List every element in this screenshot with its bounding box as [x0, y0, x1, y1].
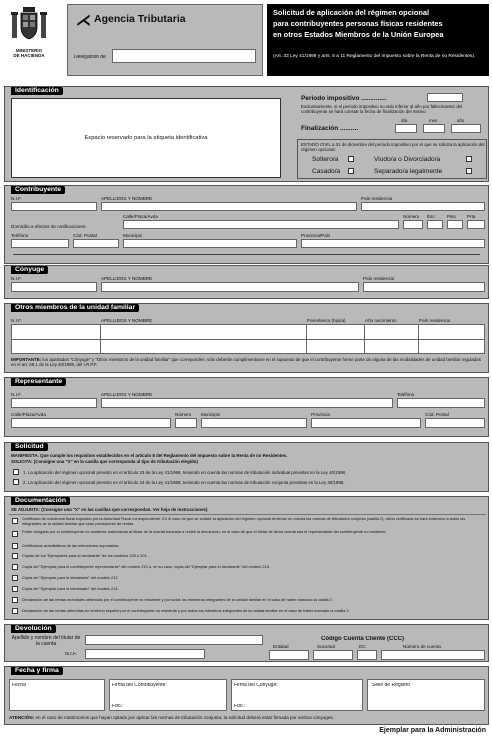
apellidos-label: APELLIDOS Y NOMBRE — [101, 196, 153, 201]
doc-checkbox-7[interactable] — [12, 586, 18, 592]
soltero-label: Soltero/a — [312, 156, 339, 163]
viudo-checkbox[interactable] — [466, 156, 472, 162]
sucursal-label: Sucursal — [317, 644, 335, 649]
estado-civil-box — [297, 139, 487, 179]
coat-of-arms-logo — [8, 6, 50, 50]
estado-civil-label: ESTADO CIVIL a 31 de diciembre del período impositivo por el que se solicita la aplicación del régimen opcional: — [301, 142, 485, 152]
section-identificacion — [4, 86, 489, 182]
doc-item-3: Certificados acreditativos de las retenciones soportadas. — [22, 543, 120, 548]
section-documentacion — [4, 496, 489, 620]
nif-field[interactable] — [11, 282, 97, 292]
piso-label: Piso — [447, 214, 456, 219]
dc-field[interactable] — [357, 650, 377, 660]
esc-field[interactable] — [427, 220, 443, 229]
cod-postal-label: Cód. Postal — [425, 412, 449, 417]
col-divider — [100, 325, 101, 353]
apellidos-field[interactable] — [101, 282, 359, 292]
fdo-label: Fdo.: — [234, 704, 246, 709]
doc-item-9: Declaración de las rentas obtenidas en territorio español por el contribuyente no residente y por todos los miembros integrantes de la unidad familiar en el caso de haber marcado la casilla 2. — [22, 608, 350, 613]
document-list — [9, 514, 486, 618]
form-subtitle: (Art. 33 Ley 41/1998 y arts. 8 a 11 Reglamento del Impuesto sobre la Renta de no Residentes). — [273, 54, 476, 59]
identification-label-area — [11, 98, 281, 178]
telefono-label: Teléfono — [11, 233, 29, 238]
provincia-field[interactable] — [311, 418, 421, 428]
finalizacion-label: Finalización .......... — [301, 125, 359, 132]
numero-cuenta-label: Número de cuenta — [403, 644, 441, 649]
agency-logo-icon: ⋌ — [76, 12, 91, 29]
calle-field[interactable] — [123, 220, 399, 229]
numero-field[interactable] — [403, 220, 423, 229]
prta-field[interactable] — [467, 220, 485, 229]
delegation-label: Delegación de — [74, 55, 106, 60]
option-1-checkbox[interactable] — [13, 469, 19, 475]
municipio-label: Municipio — [123, 233, 143, 238]
pais-field[interactable] — [363, 282, 485, 292]
provincia-label: Provincia — [311, 412, 330, 417]
provincia-label: Provincia/País — [301, 233, 331, 238]
atencion-text: en el caso de matrimonios que hayan optado por aplicar las normas de tributación conjunta, la solicitud deberá estar firmada por ambos cónyuges. — [35, 715, 334, 720]
periodo-label: Periodo impositivo .............. — [301, 95, 387, 102]
manifiesta-text: MANIFIESTA: Que cumple los requisitos establecidos en el artículo 8 del Reglamento del Impuesto sobre la Renta de no Residentes. — [11, 453, 288, 458]
dc-label: DC — [359, 644, 366, 649]
form-title-box — [267, 4, 489, 76]
ano-nacimiento-label: Año nacimiento — [365, 318, 397, 323]
telefono-field[interactable] — [397, 398, 485, 408]
firma-contribuyente-label: Firma del Contribuyente: — [112, 683, 167, 688]
telefono-label: Teléfono — [397, 392, 415, 397]
sello-registro-label: Sello de Registro — [372, 683, 411, 688]
importante-text: los apartados "Cónyuge" y "Otros miembros de la unidad familiar" que correponden, sólo deberán cumplimentarse en el supuesto de que el contribuyente forme parte de alguna de las modalidades de unidad familiar reguladas en el art. 68.1 de la Ley 40/1998, del I.R.P.F. — [11, 357, 481, 367]
finalizacion-month-field[interactable] — [423, 124, 445, 133]
parentesco-label: Parentesco (hijo/a) — [307, 318, 346, 323]
option-2-text: 2. La aplicación del régimen opcional previsto en el artículo 33 de la Ley 41/1998, teniendo en cuenta las normas de tributación conjunta previstas en la Ley 40/1998. — [23, 480, 345, 485]
fdo-label: Fdo.: — [112, 704, 124, 709]
nif-field[interactable] — [11, 202, 97, 211]
domicilio-label: Domicilio a efectos de notificaciones: — [11, 224, 87, 229]
section-solicitud — [4, 442, 489, 492]
nif-label: N.I.F. — [11, 196, 22, 201]
row-divider — [12, 339, 484, 340]
municipio-field[interactable] — [201, 418, 307, 428]
footer-copy-label: Ejemplar para la Administración — [379, 727, 486, 734]
doc-checkbox-8[interactable] — [12, 597, 18, 603]
section-representante — [4, 377, 489, 437]
form-title-line-2: para contribuyentes personas físicas residentes — [273, 19, 443, 28]
col-divider — [364, 325, 365, 353]
nif-label: N.I.F. — [65, 652, 78, 657]
piso-field[interactable] — [447, 220, 463, 229]
sello-registro-field — [367, 679, 485, 711]
fecha-field[interactable] — [9, 679, 105, 711]
separado-label: Separado/a legalmente — [374, 168, 443, 175]
viudo-label: Viudo/a o Divorciado/a — [374, 156, 441, 163]
doc-checkbox-9[interactable] — [12, 608, 18, 614]
fecha-label: Fecha — [12, 683, 26, 688]
titular-field[interactable] — [85, 635, 263, 645]
day-label: día — [401, 118, 408, 123]
section-title: Solicitud — [11, 443, 48, 451]
doc-item-4: Copias de los "Ejemplares para el declarante" de los modelos 200 ó 201. — [22, 553, 148, 558]
section-title: Representante — [11, 378, 66, 386]
finalizacion-year-field[interactable] — [451, 124, 481, 133]
month-label: mes — [429, 118, 438, 123]
form-title-line-1: Solicitud de aplicación del régimen opcional — [273, 8, 430, 17]
atencion-label: ATENCIÓN: — [9, 715, 35, 720]
ccc-label: Código Cuenta Cliente (CCC) — [321, 636, 404, 642]
soltero-checkbox[interactable] — [348, 156, 354, 162]
section-otros-miembros — [4, 303, 489, 373]
numero-field[interactable] — [175, 418, 197, 428]
cod-postal-field[interactable] — [425, 418, 485, 428]
option-2-checkbox[interactable] — [13, 479, 19, 485]
section-devolucion — [4, 624, 489, 662]
municipio-label: Municipio — [201, 412, 221, 417]
doc-checkbox-6[interactable] — [12, 575, 18, 581]
firma-contribuyente-field[interactable] — [109, 679, 227, 711]
section-title: Devolución — [11, 625, 56, 633]
pais-label: País residencia — [419, 318, 451, 323]
firma-conyuge-label: Firma del Cónyuge: — [234, 683, 278, 688]
entidad-field[interactable] — [269, 650, 309, 660]
doc-item-7: Copia del "Ejemplar para el interesado" del modelo 214. — [22, 586, 119, 591]
pais-field[interactable] — [361, 202, 485, 211]
section-title: Otros miembros de la unidad familiar — [11, 304, 139, 312]
periodo-note: Exclusivamente, si el periodo impositivo no sido inferior al año por fallecimiento del contribuyente se hará constar la fecha de finalización del mismo — [301, 104, 463, 114]
casado-checkbox[interactable] — [348, 168, 354, 174]
ministry-label: MINISTERIO DE HACIENDA — [13, 48, 45, 58]
doc-item-8: Declaración de las rentas mundiales obtenidas por el contribuyente no residente y por todos los miembros integrantes de la unidad familiar en el caso de haber marcado la casilla 2. — [22, 597, 333, 602]
apellidos-label: APELLIDOS Y NOMBRE — [101, 392, 153, 397]
firma-conyuge-field[interactable] — [231, 679, 363, 711]
numero-cuenta-field[interactable] — [381, 650, 485, 660]
year-label: año — [457, 118, 465, 123]
importante-label: IMPORTANTE: — [11, 357, 42, 362]
calle-label: Calle/Plaza/Avda — [11, 412, 46, 417]
section-title: Contribuyente — [11, 186, 65, 194]
agency-header-box — [67, 4, 263, 76]
nif-field[interactable] — [11, 398, 97, 408]
form-title-line-3: en otros Estados Miembros de la Unión Europea — [273, 30, 444, 39]
members-table[interactable] — [11, 324, 485, 354]
titular-nif-field[interactable] — [85, 649, 205, 659]
esc-label: Esc. — [427, 214, 436, 219]
numero-label: Número — [175, 412, 192, 417]
pais-label: País residencia — [363, 276, 395, 281]
numero-label: Número — [403, 214, 420, 219]
doc-item-6: Copia del "Ejemplar para el declarante" del modelo 212. — [22, 575, 119, 580]
atencion-note — [9, 715, 485, 720]
nif-label: N.I.F. — [11, 318, 22, 323]
section-title: Documentación — [11, 497, 70, 505]
apellidos-field[interactable] — [101, 202, 357, 211]
doc-checkbox-3[interactable] — [12, 543, 18, 549]
section-title: Cónyuge — [11, 266, 48, 274]
apellidos-field[interactable] — [101, 398, 393, 408]
entidad-label: Entidad — [273, 644, 289, 649]
doc-checkbox-1[interactable] — [12, 518, 18, 524]
label-area-text: Espacio reservado para la etiqueta identificativa — [84, 135, 208, 141]
doc-checkbox-4[interactable] — [12, 553, 18, 559]
doc-item-2: Poder otorgado por el contribuyente no residente autorizando al titular de la cuenta bancaria a recibir la devolución, en el caso de que el titular de dicha cuenta sea el representante del contribuyente no residente. — [22, 529, 387, 534]
sucursal-field[interactable] — [313, 650, 353, 660]
periodo-box — [297, 92, 487, 138]
calle-field[interactable] — [11, 418, 171, 428]
section-conyuge — [4, 265, 489, 299]
option-1-text: 1. La aplicación del régimen opcional previsto en el artículo 33 de la Ley 41/1998, teniendo en cuenta las normas de tributación individual previstas en la Ley 40/1998. — [23, 470, 347, 475]
calle-label: Calle/Plaza/Avda — [123, 214, 158, 219]
nif-label: N.I.F. — [11, 392, 22, 397]
cod-postal-field[interactable] — [73, 239, 119, 248]
municipio-field[interactable] — [123, 239, 297, 248]
section-title: Identificación — [11, 87, 63, 95]
telefono-field[interactable] — [11, 239, 69, 248]
section-contribuyente — [4, 185, 489, 264]
agency-name: Agencia Tributaria — [94, 13, 186, 25]
doc-item-1: Certificado de residencia fiscal expedido por la Autoridad Fiscal correspondiente. En el caso de que se solicite la aplicación del régimen opcional teniendo en cuenta las normas de tributación conjunta (casilla 2), dicho certificado se hará extensivo a todos los integrantes de la unidad familiar que sean perceptores de rentas. — [22, 516, 466, 526]
delegation-field[interactable] — [112, 49, 256, 63]
solicita-text: SOLICITA: (Consigne una "X" en la casilla que corresponda al tipo de tributación elegido) — [11, 459, 198, 464]
pais-label: País residencia — [361, 196, 393, 201]
finalizacion-day-field[interactable] — [395, 124, 417, 133]
importante-note — [11, 357, 485, 367]
apellidos-label: APELLIDOS Y NOMBRE — [101, 276, 153, 281]
provincia-field[interactable] — [301, 239, 485, 248]
nif-label: N.I.F. — [11, 276, 22, 281]
adjunta-text: SE ADJUNTA: (Consigne una "X" en las casillas que correspondan. Ver hoja de instrucciones) — [11, 507, 208, 512]
section-title: Fecha y firma — [11, 667, 63, 675]
prta-label: Prta — [467, 214, 476, 219]
doc-checkbox-5[interactable] — [12, 564, 18, 570]
col-divider — [418, 325, 419, 353]
apellidos-label: APELLIDOS Y NOMBRE — [101, 318, 153, 323]
cod-postal-label: Cód. Postal — [73, 233, 97, 238]
periodo-field[interactable] — [427, 93, 463, 102]
casado-label: Casado/a — [312, 168, 341, 175]
doc-checkbox-2[interactable] — [12, 531, 18, 537]
separado-checkbox[interactable] — [466, 168, 472, 174]
divider — [13, 254, 480, 255]
apellido-titular-label: Apellido y nombre del titular de la cuenta — [11, 635, 81, 647]
doc-item-5: Copia del "Ejemplar para el contribuyente representante" del modelo 210 o, en su caso, copia del "Ejemplar para el declarante" del modelo 215. — [22, 564, 270, 569]
col-divider — [306, 325, 307, 353]
section-fecha-firma — [4, 666, 489, 725]
